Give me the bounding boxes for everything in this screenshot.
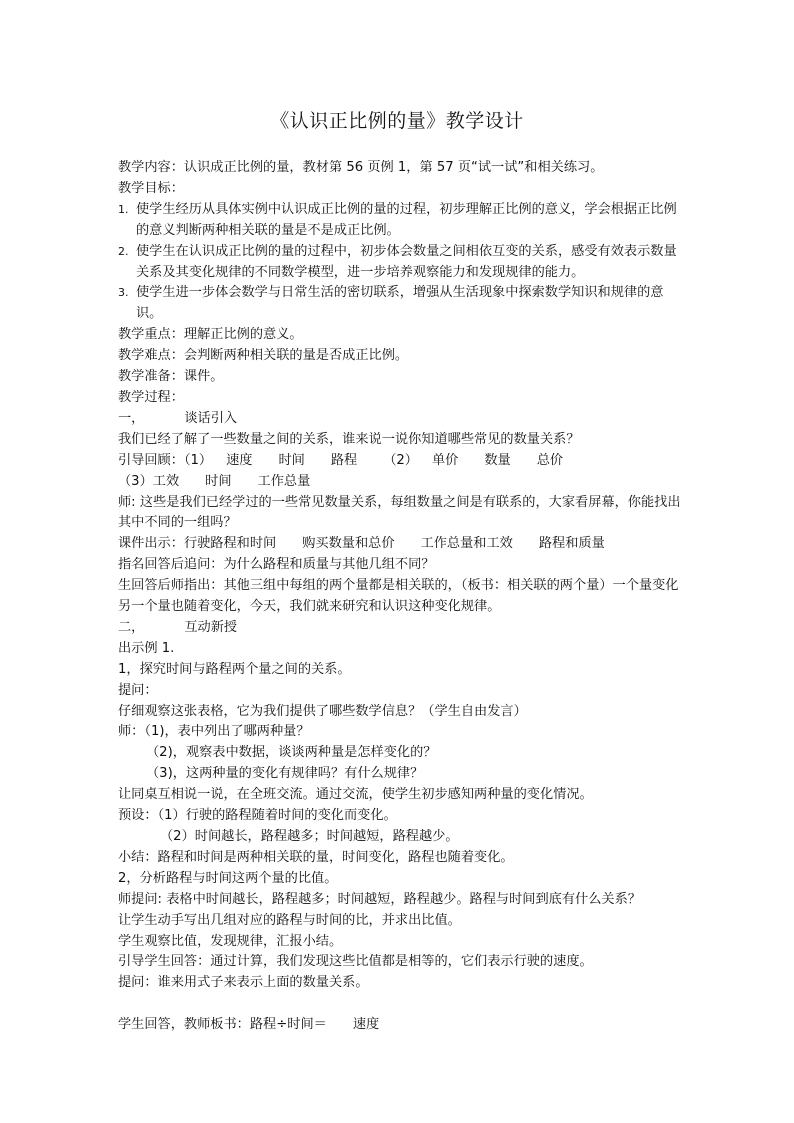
text-line: 1，探究时间与路程两个量之间的关系。: [118, 661, 351, 677]
section-title: 谈话引入: [184, 410, 238, 426]
courseware-item: 购买数量和总价: [302, 536, 395, 552]
review-term: 工作总量: [257, 473, 311, 489]
review-term: 时间: [278, 452, 305, 468]
objective-item: [118, 283, 683, 325]
teacher-prompt: 师: 这些是我们已经学过的一些常见数量关系，每组数量之间是有联系的，大家看屏幕，你能找出其中不同的一组吗？: [118, 494, 681, 531]
objective-number: 2.: [118, 244, 129, 258]
review-line-2: [118, 472, 683, 493]
process-label: 教学过程：: [118, 389, 184, 405]
document-title: 《认识正比例的量》教学设计: [270, 110, 524, 132]
text-line: 让学生动手写出几组对应的路程与时间的比，并求出比值。: [118, 912, 461, 928]
review-group: （2）: [383, 452, 418, 468]
courseware-item: 路程和质量: [538, 536, 605, 552]
board-result: 速度: [352, 1017, 380, 1033]
review-term: 数量: [484, 452, 511, 468]
key-point: 教学重点：理解正比例的意义。: [118, 327, 303, 343]
difficulty: 教学难点：会判断两种相关联的量是否成正比例。: [118, 348, 409, 364]
section-title: 互动新授: [184, 619, 238, 635]
document-body: [118, 158, 683, 1036]
objectives-label: 教学目标：: [118, 180, 184, 196]
section-heading-2: [118, 618, 683, 639]
text-line: 学生观察比值，发现规律，汇报小结。: [118, 933, 343, 949]
objective-number: 1.: [118, 202, 129, 216]
preset-1: 预设：（1）行驶的路程随着时间的变化而变化。: [118, 808, 397, 824]
review-term: 路程: [330, 452, 358, 468]
review-line: [118, 451, 683, 472]
text-line: 出示例 1.: [118, 640, 175, 656]
objective-number: 3.: [118, 286, 129, 300]
teaching-content: 教学内容：认识成正比例的量，教材第 56 页例 1，第 57 页“试一试”和相关练习。: [118, 160, 604, 175]
teacher-question-2: 师提问: 表格中时间越长，路程越多；时间越短，路程越少。路程与时间到底有什么关系？: [118, 891, 641, 907]
section-heading-1: [118, 409, 683, 430]
review-term: 速度: [226, 452, 253, 468]
followup-question: 指名回答后追问：为什么路程和质量与其他几组不同？: [118, 557, 435, 573]
discussion-line: 让同桌互相说一说，在全班交流。通过交流，使学生初步感知两种量的变化情况。: [118, 787, 593, 803]
courseware-label: 课件出示：: [118, 536, 184, 552]
preparation: 教学准备：课件。: [118, 369, 224, 385]
text-line: 仔细观察这张表格，它为我们提供了哪些数学信息？（学生自由发言）: [118, 703, 527, 719]
preset-2: （2）时间越长，路程越多；时间越短，路程越少。: [160, 829, 459, 844]
courseware-line: [118, 534, 683, 555]
courseware-item: 行驶路程和时间: [183, 536, 277, 552]
objective-text: 使学生经历从具体实例中认识成正比例的量的过程，初步理解正比例的意义，学会根据正比例的意义判断两种相关联的量是不是成正比例。: [136, 201, 677, 238]
section-number: 一，: [118, 410, 145, 426]
review-term: 时间: [205, 473, 232, 489]
text-line: 引导学生回答：通过计算，我们发现这些比值都是相等的，它们表示行驶的速度。: [118, 954, 593, 970]
question-2: （2)，观察表中数据，谈谈两种量是怎样变化的？: [146, 745, 437, 761]
courseware-item: 工作总量和工效: [420, 536, 513, 552]
summary-line: 小结：路程和时间是两种相关联的量，时间变化，路程也随着变化。: [118, 849, 514, 865]
review-label: 引导回顾：: [118, 452, 184, 468]
text-line: 提问：: [118, 682, 158, 698]
board-formula: 学生回答，教师板书：路程÷时间＝: [118, 1017, 327, 1033]
objective-item: [118, 200, 683, 242]
step-2: 2，分析路程与时间这两个量的比值。: [118, 870, 338, 886]
review-term: 单价: [432, 452, 459, 468]
text-line: 提问：谁来用式子来表示上面的数量关系。: [118, 975, 369, 991]
blank-line: [118, 994, 683, 1015]
section-number: 二，: [118, 619, 145, 635]
objective-text: 使学生进一步体会数学与日常生活的密切联系，增强从生活现象中探索数学知识和规律的意识。: [136, 285, 664, 322]
objective-item: [118, 242, 683, 284]
teacher-conclusion: 生回答后师指出：其他三组中每组的两个量都是相关联的，（板书：相关联的两个量）一个量变化另一个量也随着变化，今天，我们就来研究和认识这种变化规律。: [118, 578, 679, 615]
review-term: 总价: [536, 452, 564, 468]
review-group: （1）: [183, 452, 213, 468]
intro-question: 我们已经了解了一些数量之间的关系，谁来说一说你知道哪些常见的数量关系？: [118, 431, 580, 447]
review-group: （3）工效: [118, 473, 180, 489]
text-line: 师：（1)，表中列出了哪两种量？: [118, 724, 310, 740]
question-3: （3)，这两种量的变化有规律吗？有什么规律？: [146, 766, 424, 782]
objective-text: 使学生在认识成正比例的量的过程中，初步体会数量之间相依互变的关系，感受有效表示数量关系及其变化规律的不同数学模型，进一步培养观察能力和发现规律的能力。: [136, 243, 677, 280]
final-answer-line: [118, 1015, 683, 1036]
